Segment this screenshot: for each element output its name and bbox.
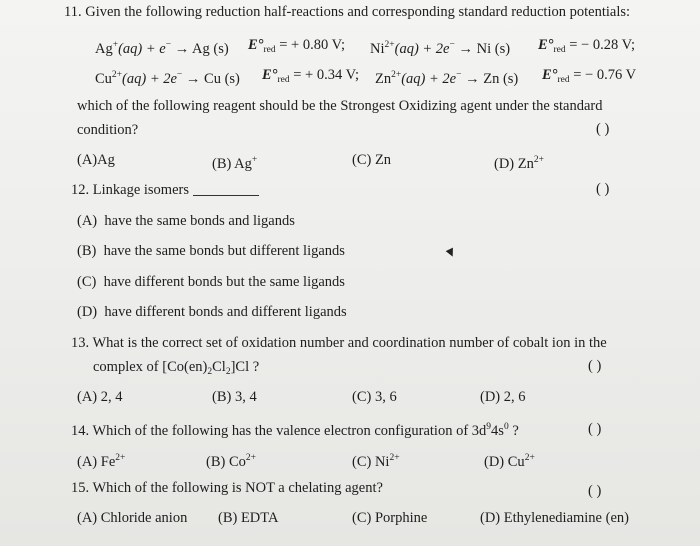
q14-option-c: (C) $Ni^{2+}$ — [352, 453, 400, 470]
q12-stem: 12. Linkage isomers — [71, 181, 259, 199]
q13-option-d: (D) 2, 6 — [480, 389, 526, 405]
q14-option-d: (D) $Cu^{2+}$ — [484, 453, 535, 470]
q11-reaction-ag: Ag+(aq) + e− → Ag (s) — [95, 40, 229, 57]
q13-answer-blank[interactable]: ( ) — [588, 358, 602, 374]
q11-reaction-cu: $Cu^{2+}(aq) + 2e^- \to Cu$ (s) — [95, 70, 240, 87]
q15-option-d: (D) Ethylenediamine (en) — [480, 510, 629, 526]
q13-stem: 13. What is the correct set of oxidation number and coordination number of cobalt ion in the — [71, 335, 607, 351]
q11-number: 11. — [64, 4, 82, 20]
q13-option-c: (C) 3, 6 — [352, 389, 397, 405]
q15-option-a: (A) Chloride anion — [77, 510, 188, 526]
q11-option-b: (B) Ag+ — [212, 155, 258, 172]
q11-potential-cu: $E^\circ_{red}$ = + 0.34 V; — [262, 67, 360, 85]
q11-potential-ni: $E^\circ_{red}$ = − 0.28 V; — [538, 37, 636, 55]
q14-answer-blank[interactable]: ( ) — [588, 421, 602, 437]
q11-stem — [64, 3, 630, 21]
mouse-cursor-icon — [446, 248, 457, 259]
q11-potential-zn: $E^\circ_{red}$ = − 0.76 V — [542, 67, 637, 85]
q11-answer-blank[interactable]: ( ) — [596, 121, 610, 137]
q13-option-b: (B) 3, 4 — [212, 389, 257, 405]
q13-option-a: (A) 2, 4 — [77, 389, 123, 405]
q11-stem-text: Given the following reduction half-reactions and corresponding standard reduction potentials: — [85, 4, 631, 20]
q12-option-a: (A) have the same bonds and ligands — [77, 213, 295, 229]
q13-stem-formula: complex of $[Co(en)_2Cl_2]Cl$ ? — [93, 359, 260, 377]
q12-option-d: (D) have different bonds and different ligands — [77, 304, 347, 320]
q11-option-d: (D) $Zn^{2+}$ — [494, 155, 544, 172]
q12-answer-blank[interactable]: ( ) — [596, 181, 610, 197]
q14-stem: 14. Which of the following has the valence electron configuration of $3d^94s^0$ ? — [71, 422, 519, 439]
q11-reaction-ni: $Ni^{2+}(aq) + 2e^- \to Ni$ (s) — [370, 40, 511, 57]
q11-reaction-zn: $Zn^{2+}(aq) + 2e^- \to Zn$ (s) — [375, 70, 519, 87]
q15-answer-blank[interactable]: ( ) — [588, 483, 602, 499]
q11-potential-ag: $E^\circ_{red}$ = + 0.80 V; — [248, 37, 346, 55]
q14-option-b: (B) $Co^{2+}$ — [206, 453, 256, 470]
q11-option-c: (C) Zn — [352, 152, 392, 168]
q11-question-line1: which of the following reagent should be the Strongest Oxidizing agent under the standard — [77, 98, 603, 114]
q15-option-c: (C) Porphine — [352, 510, 428, 526]
q11-option-a: (A)Ag — [77, 152, 115, 168]
q12-option-c: (C) have different bonds but the same ligands — [77, 274, 345, 290]
q12-option-b: (B) have the same bonds but different ligands — [77, 243, 345, 259]
q15-stem: 15. Which of the following is NOT a chelating agent? — [71, 480, 383, 496]
q15-option-b: (B) EDTA — [218, 510, 279, 526]
q14-option-a: (A) $Fe^{2+}$ — [77, 453, 126, 470]
q11-question-line2: condition? — [77, 122, 139, 138]
q12-fill-blank[interactable] — [193, 183, 259, 196]
